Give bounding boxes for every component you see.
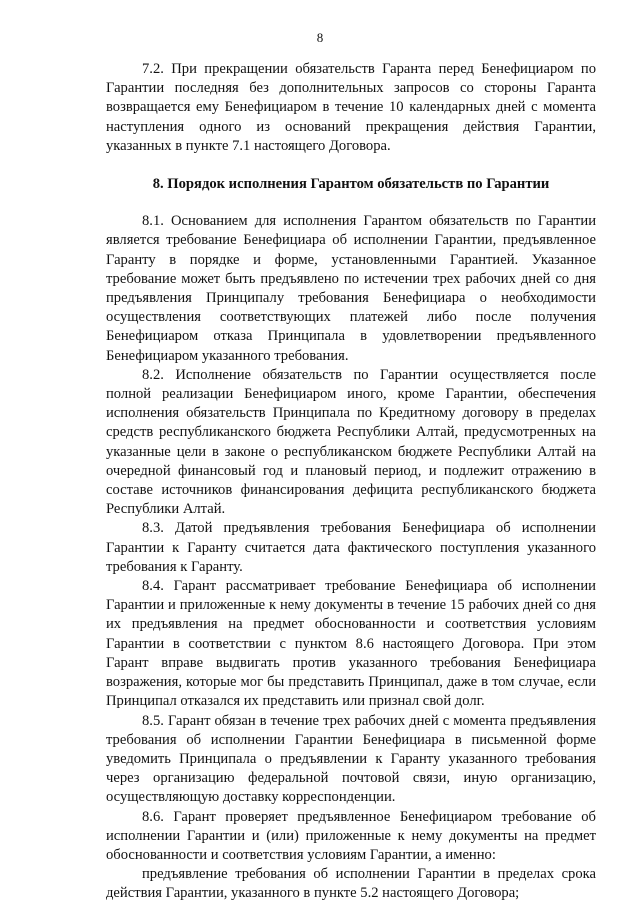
paragraph-8-3: 8.3. Датой предъявления требования Бенефициара об исполнении Гарантии к Гаранту считается дата фактического поступления указанного требования к Гаранту. [106,520,596,575]
paragraph-8-1: 8.1. Основанием для исполнения Гарантом обязательств по Гарантии является требование Бенефициара об исполнении Гарантии, предъявленное Гаранту в порядке и форме, установленными Гарантией. Указанное требование может быть предъявлено по истечении трех рабочих дней со дня предъявления Принципалу требования Бенефициара о необходимости осуществления соответствующих платежей либо после получения Бенефициаром отказа Принципала в удовлетворении предъявленного Бенефициаром указанного требования. [106,213,596,364]
paragraph-8-2: 8.2. Исполнение обязательств по Гарантии осуществляется после полной реализации Бенефициаром иного, кроме Гарантии, обеспечения исполнения обязательств Принципала по Кредитному договору в пределах средств республиканского бюджета Республики Алтай, предусмотренных на указанные цели в законе о республиканском бюджете Республики Алтай на очередной финансовый год и плановый период, и подлежит отражению в составе источников финансирования дефицита республиканского бюджета Республики Алтай. [106,366,596,518]
document-body [106,60,596,904]
paragraph-8-5: 8.5. Гарант обязан в течение трех рабочих дней с момента предъявления требования об исполнении Гарантии Бенефициара в письменной форме уведомить Принципала о предъявлении к Гаранту указанного требования через организацию федеральной почтовой связи, иную организацию, осуществляющую доставку корреспонденции. [106,712,596,806]
page-number: 8 [316,30,324,45]
paragraph-8-4: 8.4. Гарант рассматривает требование Бенефициара об исполнении Гарантии и приложенные к нему документы в течение 15 рабочих дней со дня их предъявления на предмет обоснованности и соответствия условиям Гарантии в соответствии с пунктом 8.6 настоящего Договора. При этом Гарант вправе выдвигать против указанного требования Бенефициара возражения, которые мог бы представить Принципал, даже в том случае, если Принципал отказался их представить или признал свой долг. [106,578,596,710]
paragraph-7-2: 7.2. При прекращении обязательств Гаранта перед Бенефициаром по Гарантии последняя без дополнительных запросов со стороны Гаранта возвращается ему Бенефициаром в течение 10 календарных дней с момента наступления одного из оснований прекращения действия Гарантии, указанных в пункте 7.1 настоящего Договора. [106,61,596,154]
paragraph-8-6-item-1: предъявление требования об исполнении Гарантии в пределах срока действия Гарантии, указанного в пункте 5.2 настоящего Договора; [106,866,596,902]
section-heading: 8. Порядок исполнения Гарантом обязательств по Гарантии [152,176,550,193]
paragraph-8-6: 8.6. Гарант проверяет предъявленное Бенефициаром требование об исполнении Гарантии и (или) приложенные к нему документы на предмет обоснованности и соответствия условиям Гарантии, а именно: [106,808,596,863]
